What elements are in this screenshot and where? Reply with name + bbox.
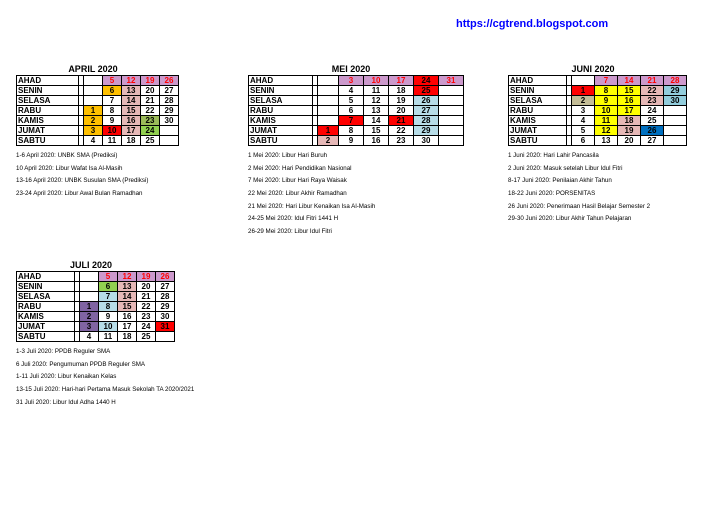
date-cell: 6: [572, 136, 595, 146]
date-cell: 16: [364, 136, 389, 146]
week-row: [17, 272, 175, 282]
date-cell: 20: [618, 136, 641, 146]
date-cell: 17: [389, 76, 414, 86]
date-cell: 3: [84, 126, 103, 136]
date-cell: 25: [141, 136, 160, 146]
date-cell: 12: [364, 96, 389, 106]
date-cell: 8: [595, 86, 618, 96]
week-row: [249, 126, 464, 136]
day-label: RABU: [17, 302, 75, 312]
day-label: JUMAT: [17, 322, 75, 332]
date-cell: 6: [99, 282, 118, 292]
empty-cell: [439, 126, 464, 136]
date-cell: 30: [156, 312, 175, 322]
date-cell: 5: [99, 272, 118, 282]
week-row: [17, 86, 179, 96]
date-cell: 13: [118, 282, 137, 292]
date-cell: 7: [339, 116, 364, 126]
empty-cell: [664, 136, 687, 146]
date-cell: 23: [141, 116, 160, 126]
date-cell: 30: [664, 96, 687, 106]
note-item: 1 Mei 2020: Libur Hari Buruh: [248, 152, 328, 159]
date-cell: 1: [80, 302, 99, 312]
date-cell: 25: [414, 86, 439, 96]
date-cell: 19: [618, 126, 641, 136]
week-row: [17, 312, 175, 322]
week-row: [17, 282, 175, 292]
date-cell: 31: [439, 76, 464, 86]
empty-cell: [80, 272, 99, 282]
day-label: RABU: [249, 106, 313, 116]
note-item: 10 April 2020: Libur Wafat Isa Al-Masih: [16, 164, 123, 172]
date-cell: 5: [572, 126, 595, 136]
date-cell: 13: [122, 86, 141, 96]
note-item: 1-11 Juli 2020: Libur Kenaikan Kelas: [16, 373, 117, 381]
date-cell: 17: [618, 106, 641, 116]
date-cell: 14: [364, 116, 389, 126]
empty-cell: [80, 282, 99, 292]
date-cell: 3: [80, 322, 99, 332]
note-item: 21 Mei 2020: Hari Libur Kenaikan Isa Al-Masih: [248, 202, 376, 210]
week-row: [509, 106, 687, 116]
date-cell: 3: [572, 106, 595, 116]
date-cell: 12: [118, 272, 137, 282]
date-cell: 18: [122, 136, 141, 146]
date-cell: 17: [122, 126, 141, 136]
date-cell: 4: [572, 116, 595, 126]
month-title: APRIL 2020: [68, 64, 118, 74]
empty-cell: [160, 126, 179, 136]
date-cell: 1: [572, 86, 595, 96]
date-cell: 18: [618, 116, 641, 126]
note-item: 13-15 Juli 2020: Hari-hari Pertama Masuk Sekolah TA 2020/2021: [16, 386, 195, 394]
empty-cell: [439, 116, 464, 126]
date-cell: 2: [572, 96, 595, 106]
date-cell: 9: [99, 312, 118, 322]
date-cell: 11: [364, 86, 389, 96]
note-item: 1-3 Juli 2020: PPDB Reguler SMA: [16, 348, 111, 355]
week-row: [17, 76, 179, 86]
week-row: [249, 86, 464, 96]
day-label: SABTU: [249, 136, 313, 146]
date-cell: 29: [156, 302, 175, 312]
date-cell: 24: [414, 76, 439, 86]
date-cell: 24: [137, 322, 156, 332]
day-label: SABTU: [17, 332, 75, 342]
date-cell: 3: [339, 76, 364, 86]
week-row: [249, 116, 464, 126]
date-cell: 15: [618, 86, 641, 96]
date-cell: 27: [160, 86, 179, 96]
day-label: KAMIS: [509, 116, 567, 126]
date-cell: 6: [339, 106, 364, 116]
date-cell: 13: [364, 106, 389, 116]
week-row: [17, 136, 179, 146]
empty-cell: [156, 332, 175, 342]
date-cell: 21: [389, 116, 414, 126]
date-cell: 16: [118, 312, 137, 322]
date-cell: 21: [141, 96, 160, 106]
date-cell: 28: [414, 116, 439, 126]
empty-cell: [318, 116, 339, 126]
date-cell: 29: [414, 126, 439, 136]
date-cell: 15: [364, 126, 389, 136]
date-cell: 11: [103, 136, 122, 146]
date-cell: 20: [389, 106, 414, 116]
day-label: AHAD: [249, 76, 313, 86]
note-item: 26-29 Mei 2020: Libur Idul Fitri: [248, 228, 332, 236]
empty-cell: [439, 136, 464, 146]
date-cell: 29: [160, 106, 179, 116]
month-notes: [16, 346, 194, 409]
week-row: [509, 86, 687, 96]
date-cell: 2: [80, 312, 99, 322]
date-cell: 26: [160, 76, 179, 86]
date-cell: 10: [103, 126, 122, 136]
note-item: 13-16 April 2020: UNBK Susulan SMA (Prediksi): [16, 177, 149, 185]
week-row: [509, 96, 687, 106]
date-cell: 25: [641, 116, 664, 126]
date-cell: 30: [414, 136, 439, 146]
week-row: [249, 106, 464, 116]
week-row: [509, 126, 687, 136]
date-cell: 20: [137, 282, 156, 292]
date-cell: 6: [103, 86, 122, 96]
month-notes: [508, 150, 687, 226]
date-cell: 23: [641, 96, 664, 106]
date-cell: 21: [137, 292, 156, 302]
note-item: 23-24 April 2020: Libur Awal Bulan Ramadhan: [16, 190, 143, 198]
date-cell: 20: [141, 86, 160, 96]
date-cell: 9: [339, 136, 364, 146]
note-item: 7 Mei 2020: Libur Hari Raya Waisak: [248, 177, 347, 185]
date-cell: 4: [84, 136, 103, 146]
date-cell: 7: [99, 292, 118, 302]
note-item: 26 Juni 2020: Penerimaan Hasil Belajar Semester 2: [508, 202, 651, 210]
date-cell: 10: [99, 322, 118, 332]
date-cell: 8: [339, 126, 364, 136]
date-cell: 11: [595, 116, 618, 126]
date-cell: 22: [137, 302, 156, 312]
note-item: 18-22 Juni 2020: PORSENITAS: [508, 190, 596, 198]
date-cell: 9: [595, 96, 618, 106]
week-row: [509, 76, 687, 86]
date-cell: 14: [618, 76, 641, 86]
week-row: [17, 322, 175, 332]
day-label: SENIN: [509, 86, 567, 96]
date-cell: 7: [595, 76, 618, 86]
day-label: JUMAT: [17, 126, 79, 136]
date-cell: 8: [99, 302, 118, 312]
month-grid: [16, 271, 175, 342]
date-cell: 1: [84, 106, 103, 116]
week-row: [17, 96, 179, 106]
date-cell: 19: [137, 272, 156, 282]
calendar-april: [16, 64, 179, 201]
date-cell: 28: [160, 96, 179, 106]
date-cell: 15: [118, 302, 137, 312]
date-cell: 28: [156, 292, 175, 302]
day-label: RABU: [17, 106, 79, 116]
month-title: JULI 2020: [69, 260, 113, 270]
empty-cell: [160, 136, 179, 146]
date-cell: 24: [141, 126, 160, 136]
date-cell: 19: [141, 76, 160, 86]
month-title: JUNI 2020: [571, 64, 615, 74]
empty-cell: [318, 76, 339, 86]
date-cell: 26: [156, 272, 175, 282]
day-label: JUMAT: [509, 126, 567, 136]
date-cell: 17: [118, 322, 137, 332]
note-item: 1-6 April 2020: UNBK SMA (Prediksi): [16, 152, 118, 159]
day-label: AHAD: [17, 76, 79, 86]
week-row: [17, 292, 175, 302]
calendar-juli: [16, 260, 194, 409]
date-cell: 16: [122, 116, 141, 126]
empty-cell: [80, 292, 99, 302]
date-cell: 4: [80, 332, 99, 342]
date-cell: 8: [103, 106, 122, 116]
week-row: [17, 332, 175, 342]
day-label: KAMIS: [249, 116, 313, 126]
date-cell: 2: [84, 116, 103, 126]
date-cell: 27: [414, 106, 439, 116]
empty-cell: [664, 106, 687, 116]
date-cell: 9: [103, 116, 122, 126]
date-cell: 26: [641, 126, 664, 136]
month-grid: [508, 75, 687, 146]
date-cell: 10: [595, 106, 618, 116]
date-cell: 11: [99, 332, 118, 342]
day-label: SELASA: [509, 96, 567, 106]
day-label: RABU: [509, 106, 567, 116]
note-item: 2 Juni 2020: Masuk setelah Libur Idul Fitri: [508, 164, 623, 172]
date-cell: 12: [595, 126, 618, 136]
note-item: 24-25 Mei 2020: Idul Fitri 1441 H: [248, 215, 339, 223]
week-row: [509, 116, 687, 126]
month-title: MEI 2020: [331, 64, 371, 74]
empty-cell: [572, 76, 595, 86]
week-row: [509, 136, 687, 146]
date-cell: 5: [103, 76, 122, 86]
date-cell: 14: [118, 292, 137, 302]
date-cell: 23: [137, 312, 156, 322]
day-label: SENIN: [17, 86, 79, 96]
day-label: SENIN: [17, 282, 75, 292]
date-cell: 21: [641, 76, 664, 86]
empty-cell: [318, 96, 339, 106]
note-item: 22 Mei 2020: Libur Akhir Ramadhan: [248, 190, 347, 198]
month-notes: [16, 150, 179, 201]
note-item: 2 Mei 2020: Hari Pendidikan Nasional: [248, 164, 352, 172]
date-cell: 28: [664, 76, 687, 86]
date-cell: 30: [160, 116, 179, 126]
date-cell: 25: [137, 332, 156, 342]
day-label: SABTU: [509, 136, 567, 146]
empty-cell: [439, 106, 464, 116]
week-row: [249, 96, 464, 106]
empty-cell: [318, 86, 339, 96]
day-label: SELASA: [249, 96, 313, 106]
date-cell: 15: [122, 106, 141, 116]
date-cell: 10: [364, 76, 389, 86]
week-row: [17, 106, 179, 116]
date-cell: 24: [641, 106, 664, 116]
day-label: AHAD: [509, 76, 567, 86]
day-label: SENIN: [249, 86, 313, 96]
note-item: 31 Juli 2020: Libur Idul Adha 1440 H: [16, 398, 116, 406]
date-cell: 2: [318, 136, 339, 146]
week-row: [17, 116, 179, 126]
date-cell: 23: [389, 136, 414, 146]
date-cell: 29: [664, 86, 687, 96]
date-cell: 22: [641, 86, 664, 96]
empty-cell: [439, 96, 464, 106]
date-cell: 16: [618, 96, 641, 106]
date-cell: 12: [122, 76, 141, 86]
calendar-juni: [508, 64, 687, 226]
month-notes: [248, 150, 464, 239]
date-cell: 14: [122, 96, 141, 106]
note-item: 1 Juni 2020: Hari Lahir Pancasila: [508, 152, 599, 159]
date-cell: 7: [103, 96, 122, 106]
day-label: SELASA: [17, 292, 75, 302]
date-cell: 18: [118, 332, 137, 342]
empty-cell: [439, 86, 464, 96]
date-cell: 31: [156, 322, 175, 332]
date-cell: 27: [156, 282, 175, 292]
date-cell: 27: [641, 136, 664, 146]
note-item: 8-17 Juni 2020: Penilaian Akhir Tahun: [508, 177, 612, 185]
blog-url-link[interactable]: https://cgtrend.blogspot.com: [456, 18, 609, 30]
date-cell: 18: [389, 86, 414, 96]
month-grid: [16, 75, 179, 146]
day-label: KAMIS: [17, 312, 75, 322]
day-label: AHAD: [17, 272, 75, 282]
month-grid: [248, 75, 464, 146]
week-row: [249, 76, 464, 86]
day-label: JUMAT: [249, 126, 313, 136]
empty-cell: [664, 116, 687, 126]
day-label: KAMIS: [17, 116, 79, 126]
date-cell: 26: [414, 96, 439, 106]
date-cell: 19: [389, 96, 414, 106]
day-label: SABTU: [17, 136, 79, 146]
note-item: 29-30 Juni 2020: Libur Akhir Tahun Pelajaran: [508, 215, 632, 223]
note-item: 6 Juli 2020: Pengumuman PPDB Reguler SMA: [16, 360, 145, 368]
empty-cell: [84, 76, 103, 86]
empty-cell: [318, 106, 339, 116]
week-row: [17, 126, 179, 136]
date-cell: 22: [141, 106, 160, 116]
empty-cell: [84, 86, 103, 96]
date-cell: 5: [339, 96, 364, 106]
date-cell: 13: [595, 136, 618, 146]
empty-cell: [664, 126, 687, 136]
date-cell: 1: [318, 126, 339, 136]
week-row: [17, 302, 175, 312]
empty-cell: [84, 96, 103, 106]
date-cell: 22: [389, 126, 414, 136]
calendar-mei: [248, 64, 464, 239]
date-cell: 4: [339, 86, 364, 96]
day-label: SELASA: [17, 96, 79, 106]
week-row: [249, 136, 464, 146]
